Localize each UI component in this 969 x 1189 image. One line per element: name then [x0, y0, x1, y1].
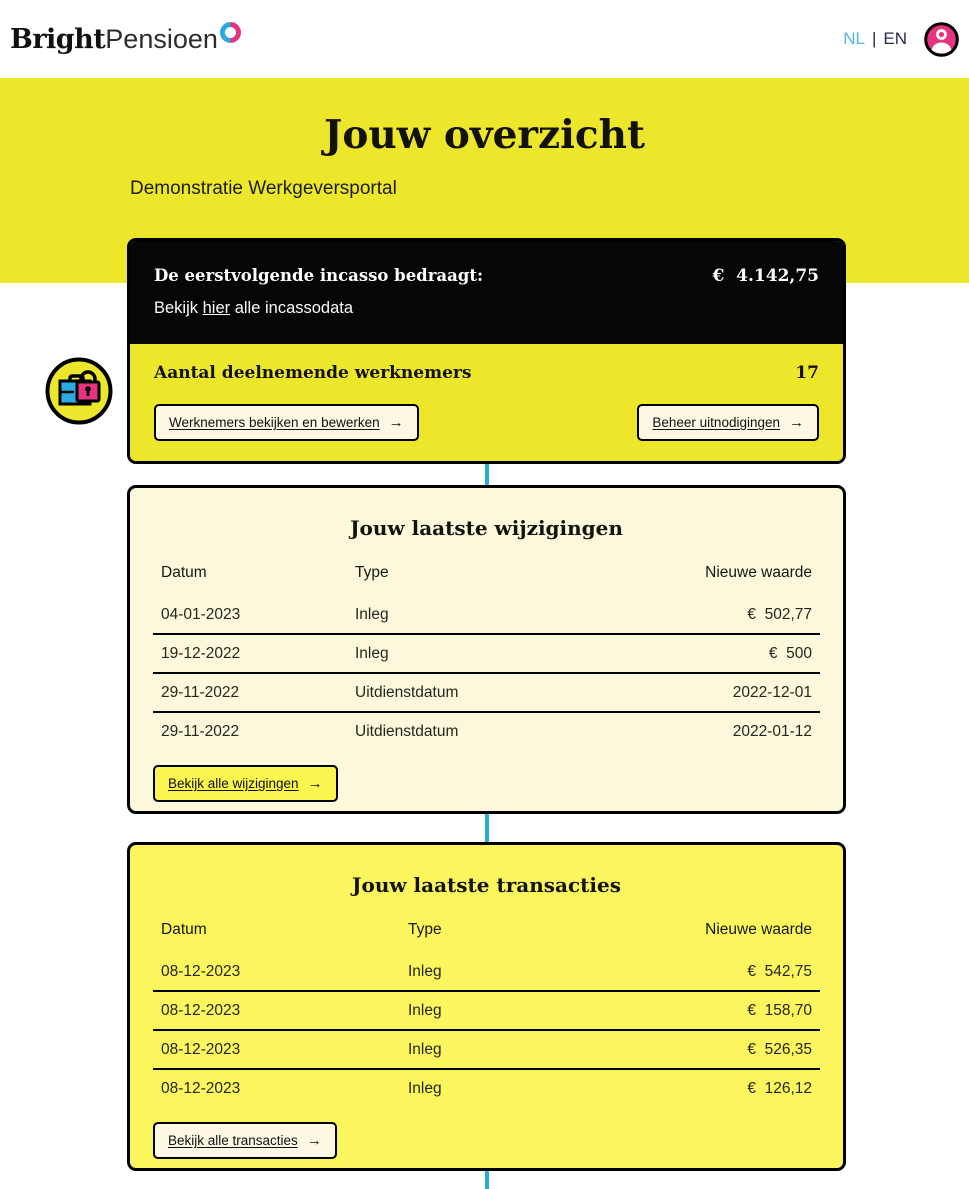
column-header-datum: Datum: [161, 564, 207, 581]
transactions-table-header: [153, 921, 820, 953]
latest-transactions-title: Jouw laatste transacties: [352, 873, 621, 897]
incasso-label: De eerstvolgende incasso bedraagt:: [154, 266, 484, 285]
transaction-value: € 526,35: [747, 1040, 812, 1058]
language-en-link[interactable]: EN: [883, 29, 907, 48]
table-row: [153, 992, 820, 1031]
view-employees-button[interactable]: [154, 404, 419, 441]
column-header-nieuwe-waarde: Nieuwe waarde: [705, 921, 812, 938]
brand-logo[interactable]: [10, 24, 241, 55]
employees-count-value: 17: [795, 363, 819, 383]
transaction-date: 08-12-2023: [161, 962, 241, 980]
change-type: Inleg: [355, 644, 389, 662]
view-all-changes-button-label: Bekijk alle wijzigingen: [168, 776, 299, 791]
incasso-summary: [130, 241, 843, 344]
transaction-date: 08-12-2023: [161, 1079, 241, 1097]
latest-changes-card: [127, 485, 846, 814]
transaction-type: Inleg: [408, 1040, 442, 1058]
table-row: [153, 713, 820, 750]
column-header-nieuwe-waarde: Nieuwe waarde: [705, 564, 812, 581]
transaction-value: € 542,75: [747, 962, 812, 980]
arrow-right-icon: →: [307, 775, 323, 792]
changes-table-header: [153, 564, 820, 596]
brand-logo-light-text: Pensioen: [105, 23, 218, 54]
manage-invitations-button-label: Beheer uitnodigingen: [652, 415, 780, 430]
page-subtitle: Demonstratie Werkgeversportal: [130, 178, 397, 199]
page-title: Jouw overzicht: [323, 112, 646, 158]
latest-changes-title: Jouw laatste wijzigingen: [350, 516, 623, 540]
table-row: [153, 1031, 820, 1070]
transaction-date: 08-12-2023: [161, 1001, 241, 1019]
timeline-connector: [485, 1171, 489, 1189]
top-bar: [0, 0, 969, 78]
transaction-value: € 126,12: [747, 1079, 812, 1097]
change-date: 29-11-2022: [161, 683, 240, 701]
manage-invitations-button[interactable]: [637, 404, 819, 441]
brand-ring-icon: [220, 22, 241, 48]
transaction-date: 08-12-2023: [161, 1040, 241, 1058]
view-all-transactions-button[interactable]: [153, 1122, 337, 1159]
table-row: [153, 953, 820, 992]
view-all-transactions-button-label: Bekijk alle transacties: [168, 1133, 298, 1148]
table-row: [153, 596, 820, 635]
incasso-card: [127, 238, 846, 464]
incasso-amount: € 4.142,75: [712, 266, 819, 286]
transaction-type: Inleg: [408, 1079, 442, 1097]
latest-transactions-card: [127, 842, 846, 1171]
header-actions: [843, 22, 961, 57]
language-nl-link[interactable]: NL: [843, 29, 865, 48]
brand-logo-bold-text: Bright: [10, 23, 106, 55]
changes-table: [153, 564, 820, 750]
arrow-right-icon: →: [789, 414, 804, 431]
change-type: Uitdienstdatum: [355, 722, 459, 740]
table-row: [153, 1070, 820, 1107]
main-content: [127, 238, 846, 1189]
incasso-dates-link[interactable]: hier: [202, 299, 231, 317]
change-value: € 500: [768, 644, 812, 662]
change-date: 29-11-2022: [161, 722, 240, 740]
timeline-connector: [485, 464, 489, 485]
transaction-value: € 158,70: [747, 1001, 812, 1019]
column-header-type: Type: [408, 921, 442, 938]
timeline-connector: [485, 814, 489, 842]
transaction-type: Inleg: [408, 962, 442, 980]
arrow-right-icon: →: [306, 1132, 322, 1149]
change-date: 04-01-2023: [161, 605, 241, 623]
change-value: 2022-12-01: [732, 683, 812, 701]
view-all-changes-button[interactable]: [153, 765, 338, 802]
employees-count-label: Aantal deelnemende werknemers: [154, 363, 472, 383]
incasso-link-pre: Bekijk: [154, 299, 203, 317]
column-header-datum: Datum: [161, 921, 207, 938]
language-switcher: [843, 29, 907, 49]
incasso-link-line: [154, 299, 819, 318]
view-employees-button-label: Werknemers bekijken en bewerken: [169, 415, 380, 430]
account-avatar-button[interactable]: [924, 22, 959, 57]
column-header-type: Type: [355, 564, 389, 581]
change-value: 2022-01-12: [732, 722, 812, 740]
change-date: 19-12-2022: [161, 644, 241, 662]
table-row: [153, 635, 820, 674]
user-avatar-icon: [924, 45, 959, 60]
arrow-right-icon: →: [388, 414, 404, 431]
secure-briefcase-badge-icon: [44, 356, 114, 426]
table-row: [153, 674, 820, 713]
transaction-type: Inleg: [408, 1001, 442, 1019]
change-value: € 502,77: [747, 605, 812, 623]
change-type: Inleg: [355, 605, 389, 623]
change-type: Uitdienstdatum: [355, 683, 459, 701]
incasso-link-post: alle incassodata: [230, 299, 354, 317]
language-separator: |: [871, 29, 877, 48]
transactions-table: [153, 921, 820, 1107]
employees-section: [130, 344, 843, 461]
